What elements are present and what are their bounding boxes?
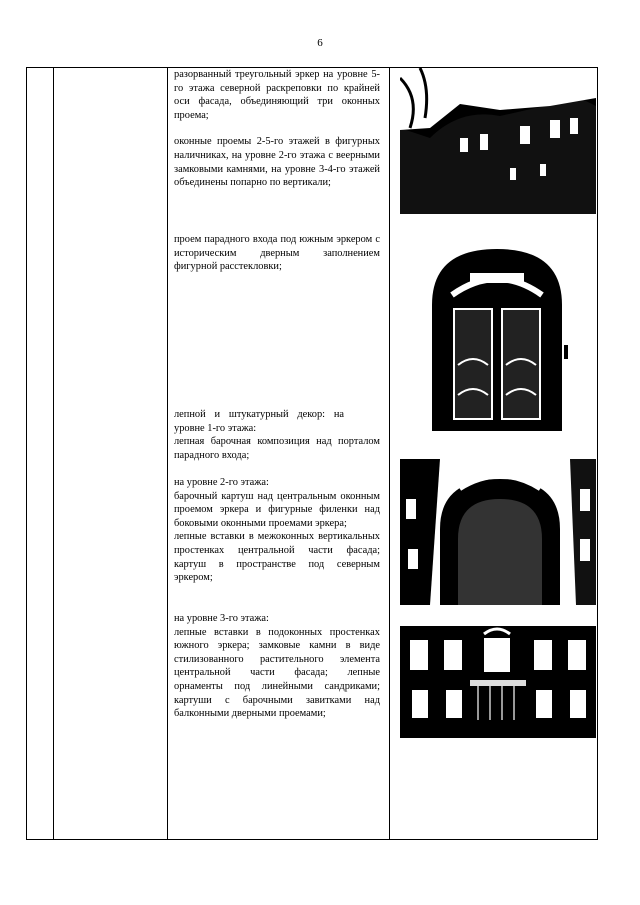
entrance-door-photo — [424, 245, 570, 431]
portal-decor-photo — [400, 459, 596, 605]
description-text: разорванный треугольный эркер на уровне 5-го этажа северной раскреповки по крайней оси фасада, объединяющий три оконных проема; — [174, 69, 380, 121]
column-divider-2 — [167, 68, 168, 839]
description-text: лепные вставки в межоконных вертикальных простенках центральной части фасада; картуш в пространстве под северным эркером; — [174, 531, 380, 584]
description-text: на уровне 3-го этажа: — [174, 613, 269, 624]
description-text: лепной и штукатурный декор: на уровне 1-го этажа: — [174, 409, 344, 434]
description-block-1 — [174, 68, 380, 190]
description-text: лепная барочная композиция над порталом парадного входа; — [174, 436, 380, 461]
description-block-4 — [174, 476, 380, 585]
column-divider-1 — [53, 68, 54, 839]
description-block-3 — [174, 408, 380, 462]
description-text: оконные проемы 2-5-го этажей в фигурных наличниках, на уровне 2-го этажа с веерными замковыми камнями, на уровне 3-4-го этажей объединены попарно по вертикали; — [174, 136, 380, 189]
description-text: на уровне 2-го этажа: — [174, 477, 269, 488]
description-block-2 — [174, 233, 380, 274]
description-text: барочный картуш над центральным оконным проемом эркера и фигурные филенки над боковыми оконными проемами эркера; — [174, 490, 380, 529]
third-floor-facade-photo — [400, 620, 596, 738]
description-text: проем парадного входа под южным эркером с историческим дверным заполнением фигурной расстекловки; — [174, 234, 380, 273]
column-divider-3 — [389, 68, 390, 839]
facade-bay-window-photo — [400, 68, 596, 214]
description-text: лепные вставки в подоконных простенках южного эркера; замковые камни в виде стилизованного растительного элемента центральной части фасада; лепные орнаменты под линейными сандриками; картуши с барочными завитками над балконными дверными проемами; — [174, 626, 380, 720]
page-number: 6 — [317, 37, 323, 49]
description-block-5 — [174, 612, 380, 721]
